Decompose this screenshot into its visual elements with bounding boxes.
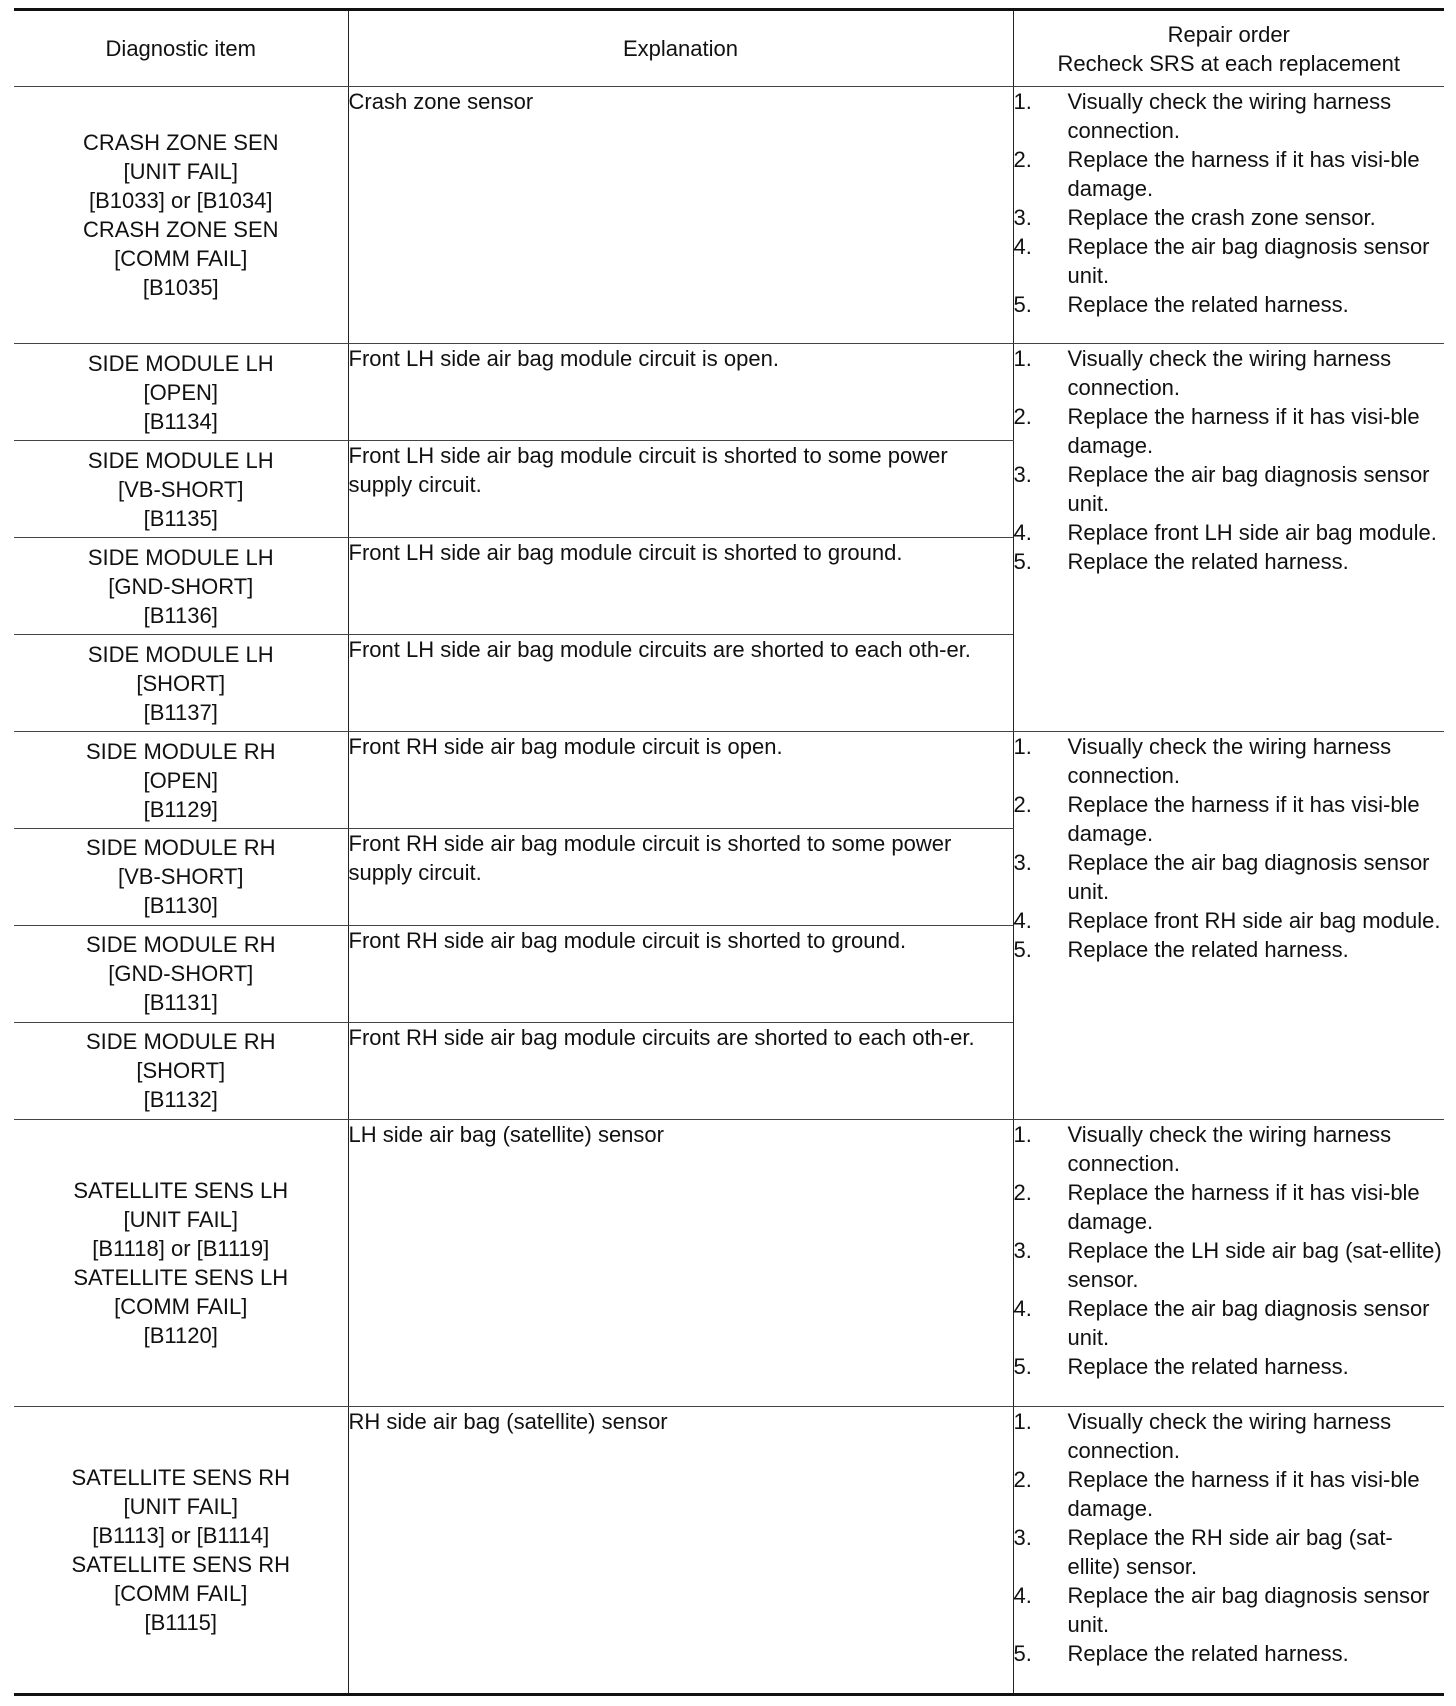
diagnostic-item-line: SIDE MODULE RH [86,1029,276,1055]
diagnostic-table [14,8,1444,1696]
repair-step-number: 1. [1013,1409,1032,1435]
repair-step [1014,290,1445,319]
repair-step-text: Visually check the wiring harness connection. [1067,346,1392,401]
repair-step-text: Replace the related harness. [1067,1353,1349,1379]
repair-step [1014,1639,1445,1668]
diagnostic-item-line: SATELLITE SENS RH [71,1465,290,1491]
repair-steps-list [1014,87,1445,319]
diagnostic-item-cell [14,829,348,926]
repair-step [1014,848,1445,906]
diagnostic-item-line: [B1134] [143,408,218,434]
explanation-cell: Front RH side air bag module circuits are shorted to each oth-er. [348,1022,1013,1119]
diagnostic-item-cell [14,732,348,829]
diagnostic-item-line: SIDE MODULE RH [86,738,276,764]
diagnostic-item-line: SATELLITE SENS LH [73,1178,289,1204]
diagnostic-item-line: [B1136] [143,602,218,628]
repair-step-number: 5. [1013,292,1032,318]
diagnostic-item-line: [B1120] [143,1323,218,1349]
repair-step [1014,232,1445,290]
diagnostic-item-line: SIDE MODULE LH [87,350,274,376]
diagnostic-item-line: [UNIT FAIL] [123,1207,238,1233]
repair-step [1014,1236,1445,1294]
diagnostic-item-line: SATELLITE SENS RH [71,1552,290,1578]
repair-step [1014,203,1445,232]
repair-steps-list [1014,1407,1445,1668]
repair-step-text: Replace the air bag diagnosis sensor unit. [1067,1583,1430,1638]
repair-step-number: 1. [1013,1121,1032,1147]
repair-step [1014,1407,1445,1465]
diagnostic-item-line: [B1115] [144,1610,218,1636]
repair-step-text: Replace the air bag diagnosis sensor unit. [1067,1295,1430,1350]
diagnostic-item-line: [COMM FAIL] [114,1294,248,1320]
repair-step-number: 4. [1013,908,1032,934]
repair-order-cell [1013,1119,1444,1407]
repair-steps-list [1014,344,1445,576]
diagnostic-item-cell [14,1119,348,1407]
repair-step-number: 5. [1013,1353,1032,1379]
diagnostic-item-line: [OPEN] [143,379,219,405]
explanation-cell: RH side air bag (satellite) sensor [348,1407,1013,1695]
repair-order-cell [1013,732,1444,1120]
repair-step [1014,790,1445,848]
explanation-cell: Front LH side air bag module circuit is shorted to ground. [348,538,1013,635]
repair-step-number: 2. [1013,1179,1032,1205]
diagnostic-item-cell [14,925,348,1022]
repair-step [1014,402,1445,460]
repair-step [1014,547,1445,576]
diagnostic-item-line: [B1113] or [B1114] [92,1523,270,1549]
table-row [14,87,1444,344]
diagnostic-item-line: CRASH ZONE SEN [82,217,279,243]
diagnostic-item-line: CRASH ZONE SEN [82,130,279,156]
repair-step [1014,87,1445,145]
repair-steps-list [1014,732,1445,964]
repair-step-number: 2. [1013,147,1032,173]
repair-step-text: Replace front LH side air bag module. [1067,520,1437,546]
diagnostic-item-line: [B1129] [143,796,218,822]
diagnostic-item-line: [B1131] [143,990,218,1016]
repair-step-number: 4. [1013,1295,1032,1321]
repair-step-number: 1. [1013,734,1032,760]
repair-step-number: 1. [1013,346,1032,372]
diagnostic-item-line: [B1135] [143,505,218,531]
header-repair-line2: Recheck SRS at each replacement [1057,50,1400,76]
repair-step-text: Visually check the wiring harness connection. [1067,734,1392,789]
diagnostic-item-cell [14,1022,348,1119]
repair-step-number: 1. [1013,89,1032,115]
repair-steps-list [1014,1120,1445,1381]
repair-step-number: 5. [1013,549,1032,575]
diagnostic-item-cell [14,635,348,732]
repair-step [1014,1465,1445,1523]
diagnostic-item-line: SATELLITE SENS LH [73,1265,289,1291]
table-row [14,344,1444,441]
table-row [14,1119,1444,1407]
diagnostic-item-line: [GND-SHORT] [108,573,254,599]
repair-step-number: 4. [1013,234,1032,260]
diagnostic-item-line: [B1130] [143,893,218,919]
diagnostic-item-line: [VB-SHORT] [117,864,244,890]
diagnostic-item-cell [14,441,348,538]
diagnostic-item-line: [SHORT] [136,1058,226,1084]
explanation-cell: Front LH side air bag module circuit is shorted to some power supply circuit. [348,441,1013,538]
repair-step-text: Replace the harness if it has visi-ble damage. [1067,1467,1420,1522]
repair-step-number: 3. [1013,205,1032,231]
diagnostic-item-line: SIDE MODULE RH [86,835,276,861]
repair-step-number: 2. [1013,1467,1032,1493]
repair-step [1014,906,1445,935]
repair-step-number: 4. [1013,520,1032,546]
diagnostic-item-line: [UNIT FAIL] [123,159,238,185]
diagnostic-item-line: [GND-SHORT] [108,961,254,987]
header-row [14,10,1444,87]
header-explanation: Explanation [348,10,1013,87]
explanation-cell: Front RH side air bag module circuit is open. [348,732,1013,829]
explanation-cell: Front LH side air bag module circuit is open. [348,344,1013,441]
repair-step [1014,1523,1445,1581]
repair-step-number: 2. [1013,404,1032,430]
explanation-cell: Crash zone sensor [348,87,1013,344]
diagnostic-item-line: [B1118] or [B1119] [92,1236,270,1262]
diagnostic-item-line: [SHORT] [136,670,226,696]
diagnostic-item-line: [COMM FAIL] [114,246,248,272]
diagnostic-item-line: SIDE MODULE RH [86,932,276,958]
repair-step-number: 5. [1013,1641,1032,1667]
diagnostic-item-cell [14,344,348,441]
repair-step [1014,1352,1445,1381]
repair-step-number: 3. [1013,1525,1032,1551]
header-repair-order [1013,10,1444,87]
repair-step-text: Replace the crash zone sensor. [1067,205,1376,231]
diagnostic-item-line: [B1137] [143,699,218,725]
repair-step [1014,1294,1445,1352]
repair-step-text: Replace the harness if it has visi-ble damage. [1067,792,1420,847]
explanation-cell: Front RH side air bag module circuit is shorted to some power supply circuit. [348,829,1013,926]
diagnostic-item-line: SIDE MODULE LH [87,641,274,667]
repair-step-text: Replace the air bag diagnosis sensor unit. [1067,462,1430,517]
repair-step [1014,145,1445,203]
repair-order-cell [1013,344,1444,732]
repair-step-text: Replace the harness if it has visi-ble damage. [1067,1179,1420,1234]
repair-step [1014,732,1445,790]
table-row [14,1407,1444,1695]
explanation-cell: Front LH side air bag module circuits are shorted to each oth-er. [348,635,1013,732]
diagnostic-item-line: [UNIT FAIL] [123,1494,238,1520]
header-repair-line1: Repair order [1167,21,1290,47]
diagnostic-item-cell [14,1407,348,1695]
repair-step-text: Replace the related harness. [1067,937,1349,963]
repair-step [1014,460,1445,518]
repair-step-number: 4. [1013,1583,1032,1609]
repair-step-text: Visually check the wiring harness connection. [1067,1409,1392,1464]
repair-step-text: Replace the RH side air bag (sat-ellite) sensor. [1067,1525,1393,1580]
repair-step-text: Visually check the wiring harness connection. [1067,89,1392,144]
repair-step-number: 3. [1013,462,1032,488]
repair-step-text: Replace the harness if it has visi-ble damage. [1067,404,1420,459]
diagnostic-item-line: [B1132] [143,1087,218,1113]
repair-step-text: Replace the LH side air bag (sat-ellite) sensor. [1067,1237,1442,1292]
header-diagnostic-item: Diagnostic item [14,10,348,87]
repair-step [1014,344,1445,402]
diagnostic-item-cell [14,87,348,344]
repair-step-text: Visually check the wiring harness connection. [1067,1121,1392,1176]
explanation-cell: Front RH side air bag module circuit is shorted to ground. [348,925,1013,1022]
diagnostic-item-line: [B1033] or [B1034] [89,188,273,214]
table-row [14,732,1444,829]
repair-step-number: 3. [1013,850,1032,876]
repair-step-number: 2. [1013,792,1032,818]
repair-step [1014,518,1445,547]
diagnostic-item-line: [COMM FAIL] [114,1581,248,1607]
diagnostic-item-line: [B1035] [142,275,219,301]
diagnostic-item-line: [OPEN] [143,767,219,793]
explanation-cell: LH side air bag (satellite) sensor [348,1119,1013,1407]
diagnostic-item-line: [VB-SHORT] [117,476,244,502]
repair-step-number: 3. [1013,1237,1032,1263]
diagnostic-item-cell [14,538,348,635]
repair-order-cell [1013,1407,1444,1695]
repair-step [1014,935,1445,964]
repair-step-text: Replace the air bag diagnosis sensor unit. [1067,234,1430,289]
repair-step-text: Replace the related harness. [1067,549,1349,575]
repair-step-text: Replace the harness if it has visi-ble damage. [1067,147,1420,202]
repair-step [1014,1581,1445,1639]
repair-step [1014,1120,1445,1178]
repair-step-number: 5. [1013,937,1032,963]
repair-step-text: Replace the related harness. [1067,292,1349,318]
repair-step-text: Replace front RH side air bag module. [1067,908,1441,934]
repair-step [1014,1178,1445,1236]
repair-step-text: Replace the related harness. [1067,1641,1349,1667]
diagnostic-item-line: SIDE MODULE LH [87,447,274,473]
repair-order-cell [1013,87,1444,344]
diagnostic-item-line: SIDE MODULE LH [87,544,274,570]
repair-step-text: Replace the air bag diagnosis sensor unit. [1067,850,1430,905]
